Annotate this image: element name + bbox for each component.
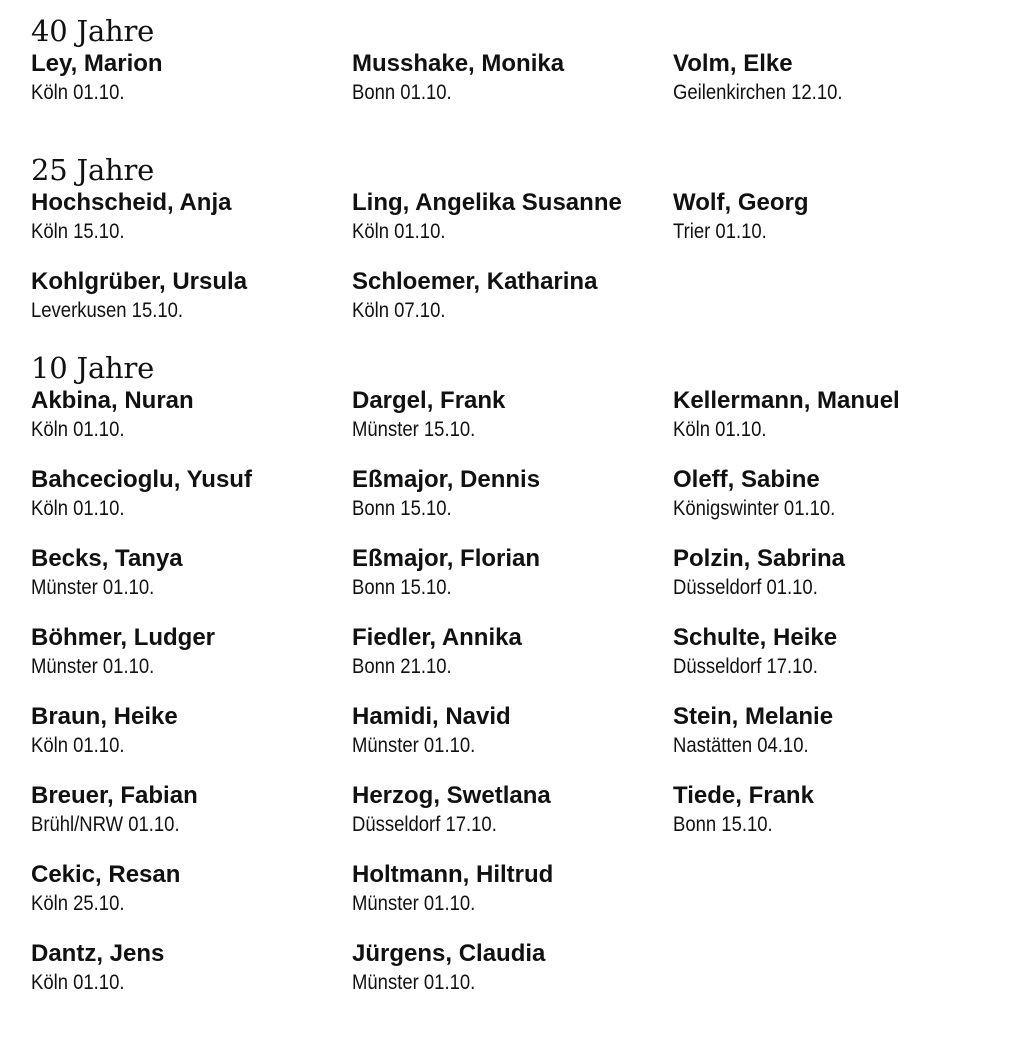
entry-place-date: Münster 01.10. xyxy=(352,971,476,994)
entry-name: Ling, Angelika Susanne xyxy=(352,189,622,216)
entry-grid xyxy=(31,387,991,1019)
entry-name: Dargel, Frank xyxy=(352,387,506,414)
entry-name: Hamidi, Navid xyxy=(352,703,511,730)
entry-name: Jürgens, Claudia xyxy=(352,940,546,967)
list-item xyxy=(673,703,991,782)
list-item xyxy=(31,50,352,129)
list-item xyxy=(31,545,352,624)
list-item xyxy=(31,189,352,268)
entry-place-date: Bonn 15.10. xyxy=(352,576,452,599)
entry-grid xyxy=(31,50,991,129)
entry-name: Oleff, Sabine xyxy=(673,466,820,493)
list-item xyxy=(352,861,673,940)
entry-name: Polzin, Sabrina xyxy=(673,545,846,572)
list-item xyxy=(673,189,991,268)
entry-place-date: Köln 01.10. xyxy=(31,418,125,441)
entry-name: Becks, Tanya xyxy=(31,545,183,572)
entry-grid xyxy=(31,189,991,347)
entry-name: Schloemer, Katharina xyxy=(352,268,598,295)
list-item xyxy=(352,940,673,1019)
entry-place-date: Köln 01.10. xyxy=(31,497,125,520)
entry-name: Eßmajor, Florian xyxy=(352,545,541,572)
entry-place-date: Münster 01.10. xyxy=(352,734,476,757)
entry-place-date: Köln 01.10. xyxy=(352,220,446,243)
entry-place-date xyxy=(673,889,953,919)
entry-name: Böhmer, Ludger xyxy=(31,624,216,651)
entry-name xyxy=(673,861,991,889)
anniversary-list xyxy=(31,12,991,1019)
list-item xyxy=(352,268,673,347)
entry-place-date: Düsseldorf 01.10. xyxy=(673,576,818,599)
entry-place-date: Köln 15.10. xyxy=(31,220,125,243)
entry-name xyxy=(673,940,991,968)
entry-name: Herzog, Swetlana xyxy=(352,782,551,809)
entry-place-date: Düsseldorf 17.10. xyxy=(673,655,818,678)
list-item xyxy=(673,624,991,703)
list-item xyxy=(31,782,352,861)
entry-name: Dantz, Jens xyxy=(31,940,165,967)
section-40-jahre xyxy=(31,12,991,129)
entry-place-date: Münster 01.10. xyxy=(31,576,155,599)
entry-place-date: Münster 01.10. xyxy=(352,892,476,915)
entry-name: Volm, Elke xyxy=(673,50,793,77)
entry-name: Hochscheid, Anja xyxy=(31,189,232,216)
list-item xyxy=(673,466,991,545)
list-item xyxy=(673,861,991,940)
entry-name: Musshake, Monika xyxy=(352,50,565,77)
entry-name: Braun, Heike xyxy=(31,703,178,730)
list-item xyxy=(352,50,673,129)
entry-place-date: Nastätten 04.10. xyxy=(673,734,809,757)
list-item xyxy=(673,782,991,861)
entry-place-date: Münster 01.10. xyxy=(31,655,155,678)
entry-name: Kohlgrüber, Ursula xyxy=(31,268,248,295)
entry-name: Stein, Melanie xyxy=(673,703,834,730)
section-title: 10 Jahre xyxy=(31,351,155,385)
entry-place-date: Königswinter 01.10. xyxy=(673,497,836,520)
list-item xyxy=(31,861,352,940)
entry-name: Bahcecioglu, Yusuf xyxy=(31,466,252,493)
list-item xyxy=(673,940,991,1019)
list-item xyxy=(673,387,991,466)
entry-place-date: Brühl/NRW 01.10. xyxy=(31,813,180,836)
list-item xyxy=(31,703,352,782)
entry-name: Schulte, Heike xyxy=(673,624,838,651)
entry-place-date: Trier 01.10. xyxy=(673,220,767,243)
section-title: 40 Jahre xyxy=(31,14,155,48)
entry-name: Breuer, Fabian xyxy=(31,782,198,809)
section-10-jahre xyxy=(31,349,991,1019)
list-item xyxy=(31,624,352,703)
entry-place-date: Köln 01.10. xyxy=(31,81,125,104)
entry-name: Ley, Marion xyxy=(31,50,163,77)
list-item xyxy=(352,387,673,466)
entry-place-date: Bonn 15.10. xyxy=(673,813,773,836)
entry-place-date: Köln 25.10. xyxy=(31,892,125,915)
list-item xyxy=(31,387,352,466)
entry-place-date: Leverkusen 15.10. xyxy=(31,299,184,322)
list-item xyxy=(352,545,673,624)
section-title: 25 Jahre xyxy=(31,153,155,187)
list-item xyxy=(31,940,352,1019)
entry-place-date: Köln 01.10. xyxy=(31,734,125,757)
list-item xyxy=(31,466,352,545)
list-item xyxy=(31,268,352,347)
list-item xyxy=(352,624,673,703)
entry-name: Fiedler, Annika xyxy=(352,624,522,651)
entry-place-date: Düsseldorf 17.10. xyxy=(352,813,497,836)
list-item xyxy=(673,545,991,624)
entry-place-date: Bonn 01.10. xyxy=(352,81,452,104)
entry-name: Kellermann, Manuel xyxy=(673,387,900,414)
entry-place-date xyxy=(673,968,953,998)
entry-name: Wolf, Georg xyxy=(673,189,809,216)
entry-place-date: Köln 01.10. xyxy=(673,418,767,441)
entry-name: Tiede, Frank xyxy=(673,782,814,809)
entry-place-date: Köln 01.10. xyxy=(31,971,125,994)
entry-place-date: Bonn 21.10. xyxy=(352,655,452,678)
list-item xyxy=(352,189,673,268)
entry-name: Holtmann, Hiltrud xyxy=(352,861,554,888)
entry-place-date: Münster 15.10. xyxy=(352,418,476,441)
list-item xyxy=(352,782,673,861)
entry-place-date: Köln 07.10. xyxy=(352,299,446,322)
section-spacer xyxy=(31,129,991,151)
list-item xyxy=(673,50,991,129)
entry-place-date: Geilenkirchen 12.10. xyxy=(673,81,843,104)
section-25-jahre xyxy=(31,151,991,347)
entry-name: Akbina, Nuran xyxy=(31,387,194,414)
entry-place-date: Bonn 15.10. xyxy=(352,497,452,520)
entry-name: Cekic, Resan xyxy=(31,861,181,888)
list-item xyxy=(352,703,673,782)
entry-name: Eßmajor, Dennis xyxy=(352,466,541,493)
list-item xyxy=(352,466,673,545)
